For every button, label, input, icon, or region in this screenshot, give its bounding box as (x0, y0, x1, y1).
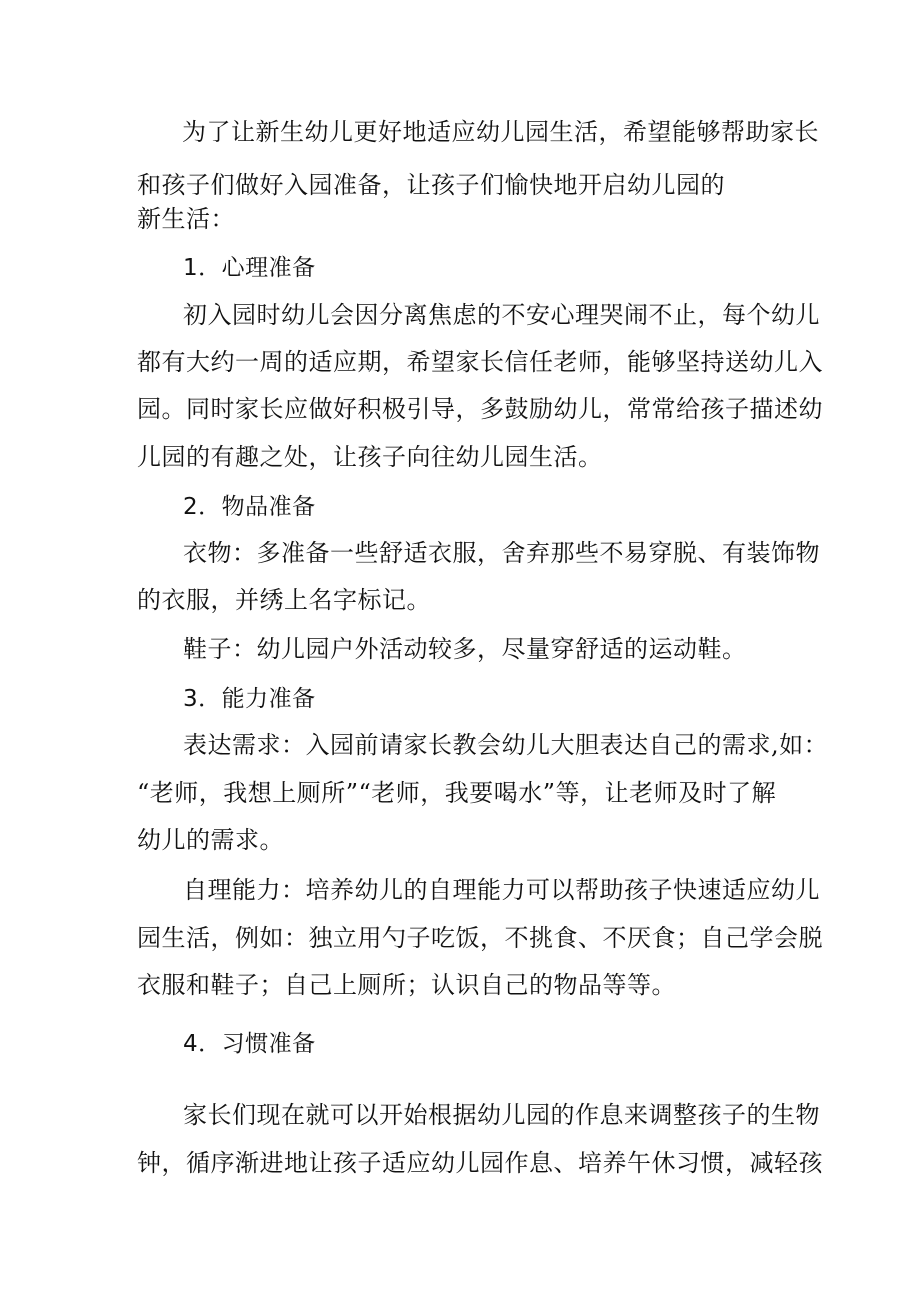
express-needs-paragraph-line: 幼儿的需求。 (137, 826, 284, 854)
self-care-paragraph-line: 园生活，例如：独立用勺子吃饭，不挑食、不厌食；自己学会脱 (137, 924, 823, 952)
self-care-paragraph-line: 自理能力：培养幼儿的自理能力可以帮助孩子快速适应幼儿 (183, 876, 820, 904)
intro-paragraph-line: 为了让新生幼儿更好地适应幼儿园生活，希望能够帮助家长 (182, 118, 819, 146)
clothes-paragraph-line: 衣物：多准备一些舒适衣服，舍弃那些不易穿脱、有装饰物 (183, 539, 820, 567)
section-1-paragraph-line: 初入园时幼儿会因分离焦虑的不安心理哭闹不止，每个幼儿 (183, 301, 820, 329)
self-care-paragraph-line: 衣服和鞋子；自己上厕所；认识自己的物品等等。 (137, 971, 676, 999)
section-1-paragraph-line: 儿园的有趣之处，让孩子向往幼儿园生活。 (137, 443, 603, 471)
shoes-paragraph-line: 鞋子：幼儿园户外活动较多，尽量穿舒适的运动鞋。 (183, 635, 747, 663)
section-3-heading: 3．能力准备 (183, 686, 316, 712)
express-needs-paragraph-line: “老师，我想上厕所”“老师，我要喝水”等，让老师及时了解 (137, 779, 777, 807)
clothes-paragraph-line: 的衣服，并绣上名字标记。 (137, 586, 431, 614)
intro-paragraph-line: 和孩子们做好入园准备，让孩子们愉快地开启幼儿园的 (137, 171, 725, 199)
section-1-paragraph-line: 都有大约一周的适应期，希望家长信任老师，能够坚持送幼儿入 (137, 348, 823, 376)
express-needs-paragraph-line: 表达需求：入园前请家长教会幼儿大胆表达自己的需求,如： (183, 731, 829, 759)
section-4-heading: 4．习惯准备 (183, 1031, 316, 1057)
section-2-heading: 2．物品准备 (183, 494, 316, 520)
section-1-heading: 1．心理准备 (183, 255, 316, 281)
intro-paragraph-line: 新生活： (137, 205, 235, 233)
section-1-paragraph-line: 园。同时家长应做好积极引导，多鼓励幼儿，常常给孩子描述幼 (137, 395, 823, 423)
section-4-paragraph-line: 钟，循序渐进地让孩子适应幼儿园作息、培养午休习惯，减轻孩 (137, 1149, 823, 1177)
section-4-paragraph-line: 家长们现在就可以开始根据幼儿园的作息来调整孩子的生物 (183, 1101, 820, 1129)
